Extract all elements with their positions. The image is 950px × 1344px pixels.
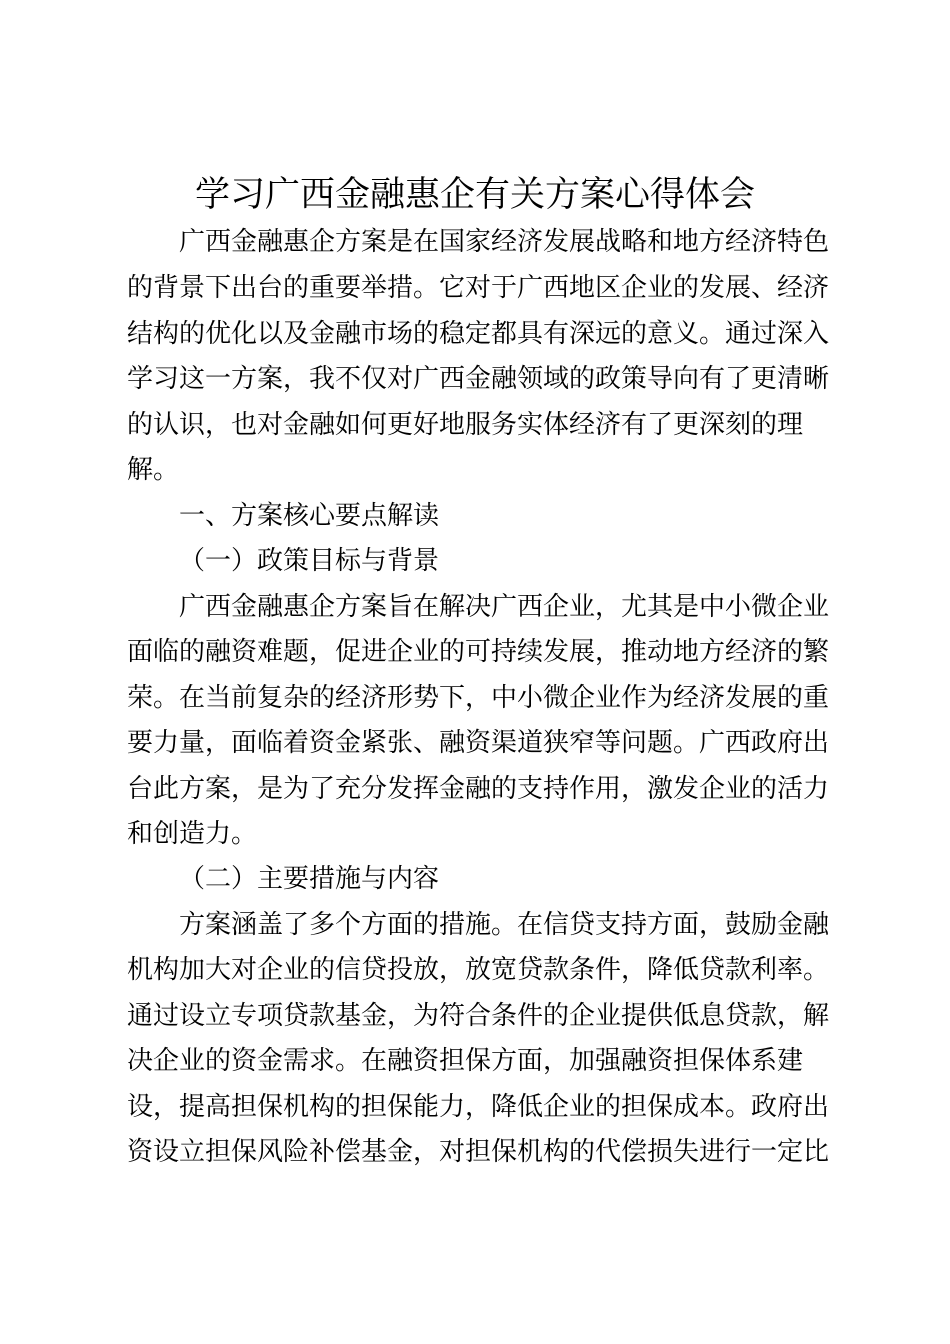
paragraph-line: 和创造力。 xyxy=(127,819,258,849)
document-title: 学习广西金融惠企有关方案心得体会 xyxy=(194,175,755,215)
paragraph-line: 解。 xyxy=(127,455,180,485)
section-heading: 一、方案核心要点解读 xyxy=(179,501,440,531)
paragraph-line: 面临的融资难题，促进企业的可持续发展，推动地方经济的繁 xyxy=(127,637,830,667)
paragraph-line: 方案涵盖了多个方面的措施。在信贷支持方面，鼓励金融 xyxy=(179,910,830,940)
paragraph-line: 学习这一方案，我不仅对广西金融领域的政策导向有了更清晰 xyxy=(127,364,830,394)
paragraph-line: 通过设立专项贷款基金，为符合条件的企业提供低息贷款，解 xyxy=(127,1001,830,1031)
subsection-heading: （一）政策目标与背景 xyxy=(179,546,440,576)
paragraph-line: 台此方案，是为了充分发挥金融的支持作用，激发企业的活力 xyxy=(127,774,830,804)
paragraph-line: 设，提高担保机构的担保能力，降低企业的担保成本。政府出 xyxy=(127,1092,830,1122)
paragraph-line: 广西金融惠企方案旨在解决广西企业，尤其是中小微企业 xyxy=(179,592,830,622)
paragraph-line: 的背景下出台的重要举措。它对于广西地区企业的发展、经济 xyxy=(127,273,830,303)
paragraph-line: 的认识，也对金融如何更好地服务实体经济有了更深刻的理 xyxy=(127,410,804,440)
paragraph-line: 要力量，面临着资金紧张、融资渠道狭窄等问题。广西政府出 xyxy=(127,728,830,758)
paragraph-line: 结构的优化以及金融市场的稳定都具有深远的意义。通过深入 xyxy=(127,319,830,349)
paragraph-line: 机构加大对企业的信贷投放，放宽贷款条件，降低贷款利率。 xyxy=(127,955,830,985)
paragraph-line: 资设立担保风险补偿基金，对担保机构的代偿损失进行一定比 xyxy=(127,1137,830,1167)
subsection-heading: （二）主要措施与内容 xyxy=(179,864,440,894)
paragraph-line: 荣。在当前复杂的经济形势下，中小微企业作为经济发展的重 xyxy=(127,683,830,713)
paragraph-line: 广西金融惠企方案是在国家经济发展战略和地方经济特色 xyxy=(179,227,830,257)
paragraph-line: 决企业的资金需求。在融资担保方面，加强融资担保体系建 xyxy=(127,1046,804,1076)
